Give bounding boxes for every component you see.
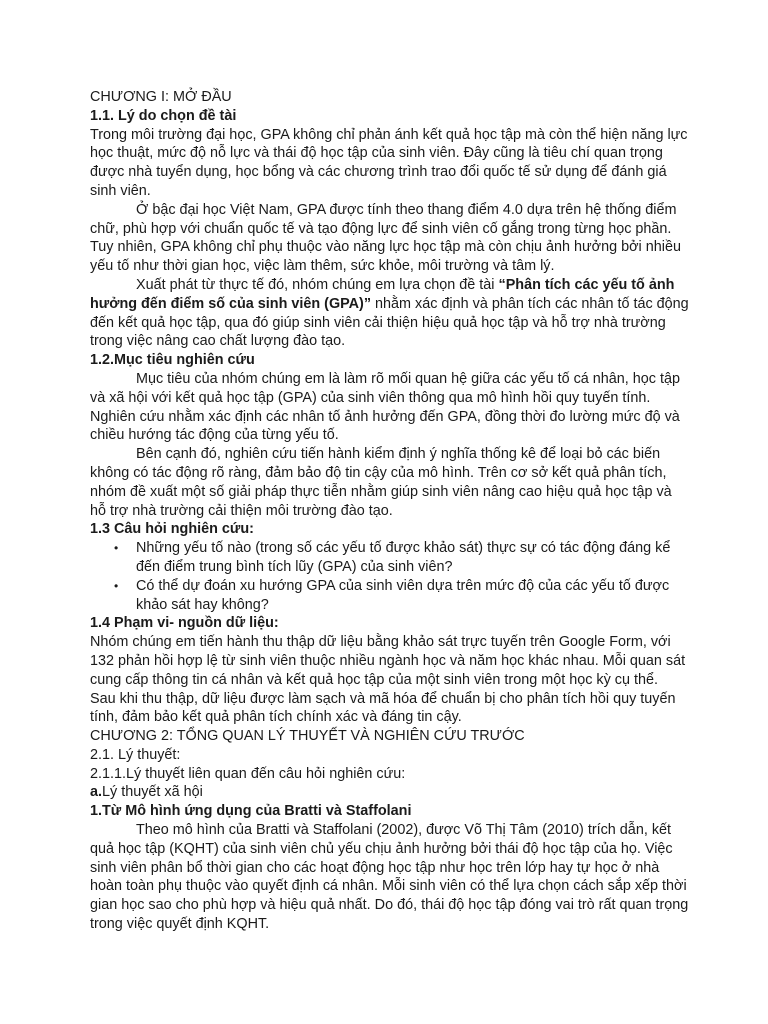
chapter-2-title: CHƯƠNG 2: TỔNG QUAN LÝ THUYẾT VÀ NGHIÊN CỨU TRƯỚC [90, 728, 525, 745]
list-item-text: Những yếu tố nào (trong số các yếu tố được khảo sát) thực sự có tác động đáng kể đến điểm trung bình tích lũy (GPA) của sinh viên? [136, 540, 671, 575]
section-1-4-paragraph-2: Sau khi thu thập, dữ liệu được làm sạch và mã hóa để chuẩn bị cho phân tích hồi quy tuyến tính, đảm bảo kết quả phân tích chính xác và đáng tin cậy. [90, 690, 676, 726]
section-1-1-heading: 1.1. Lý do chọn đề tài [90, 107, 237, 124]
subsection-a-heading [90, 783, 690, 802]
list-item-text: Có thể dự đoán xu hướng GPA của sinh viên dựa trên mức độ của các yếu tố được khảo sát hay không? [136, 577, 670, 613]
list-item [90, 577, 690, 615]
document-page [90, 88, 690, 934]
section-1-2-paragraph-2: Bên cạnh đó, nghiên cứu tiến hành kiểm định ý nghĩa thống kê để loại bỏ các biến không có tác động rõ ràng, đảm bảo độ tin cậy của mô hình. Trên cơ sở kết quả phân tích, nhóm đề xuất một số giải pháp thực tiễn nhằm giúp sinh viên nâng cao hiệu quả học tập và hỗ trợ nhà trường cải thiện môi trường đào tạo. [90, 446, 672, 519]
section-2-1-heading: 2.1. Lý thuyết: [90, 746, 181, 763]
model-heading: 1.Từ Mô hình ứng dụng của Bratti và Staffolani [90, 803, 412, 820]
research-questions-list [90, 539, 690, 614]
section-1-3-heading: 1.3 Câu hỏi nghiên cứu: [90, 521, 254, 538]
topic-title-bold: “Phân tích các yếu tố ảnh hưởng đến điểm số của sinh viên (GPA)” [90, 276, 675, 312]
model-paragraph: Theo mô hình của Bratti và Staffolani (2002), được Võ Thị Tâm (2010) trích dẫn, kết quả học tập (KQHT) của sinh viên chủ yếu chịu ảnh hưởng bởi thái độ học tập của họ. Việc sinh viên phân bổ thời gian cho các hoạt động học tập như học trên lớp hay tự học ở nhà hoàn toàn phụ thuộc vào quyết định cá nhân. Mỗi sinh viên có thể lựa chọn cách sắp xếp thời gian học sao cho phù hợp và hiệu quả nhất. Do đó, thái độ học tập đóng vai trò rất quan trọng trong việc quyết định KQHT. [90, 822, 689, 933]
section-1-4-paragraph-1: Nhóm chúng em tiến hành thu thập dữ liệu bằng khảo sát trực tuyến trên Google Form, với 132 phản hồi hợp lệ từ sinh viên thuộc nhiều ngành học và năm học khác nhau. Mỗi quan sát cung cấp thông tin cá nhân và kết quả học tập của một sinh viên trong một học kỳ cụ thể. [90, 634, 686, 688]
chapter-1-title: CHƯƠNG I: MỞ ĐẦU [90, 89, 232, 105]
subsection-a-text: Lý thuyết xã hội [102, 784, 203, 801]
section-1-4-heading: 1.4 Phạm vi- nguồn dữ liệu: [90, 615, 279, 632]
subsection-a-label: a. [90, 784, 103, 801]
section-2-1-1-heading: 2.1.1.Lý thuyết liên quan đến câu hỏi nghiên cứu: [90, 765, 406, 782]
section-1-2-heading: 1.2.Mục tiêu nghiên cứu [90, 352, 255, 369]
section-1-1-paragraph-3 [90, 276, 690, 351]
section-1-1-paragraph-2: Ở bậc đại học Việt Nam, GPA được tính theo thang điểm 4.0 dựa trên hệ thống điểm chữ, phù hợp với chuẩn quốc tế và tạo động lực để sinh viên cố gắng trong từng học phần. Tuy nhiên, GPA không chỉ phụ thuộc vào năng lực học tập mà còn chịu ảnh hưởng bởi nhiều yếu tố như thời gian học, việc làm thêm, sức khỏe, môi trường và tâm lý. [90, 201, 681, 275]
paragraph-3-text-end: nhằm xác định và phân tích các nhân tố tác động đến kết quả học tập, qua đó giúp sinh viên cải thiện hiệu quả học tập và hỗ trợ nhà trường trong việc nâng cao chất lượng đào tạo. [90, 295, 689, 350]
bullet-icon: • [114, 578, 119, 593]
list-item [90, 539, 690, 577]
section-1-1-paragraph-1: Trong môi trường đại học, GPA không chỉ phản ánh kết quả học tập mà còn thể hiện năng lực học thuật, mức độ nỗ lực và thái độ học tập của sinh viên. Đây cũng là tiêu chí quan trọng được nhà tuyển dụng, học bổng và các chương trình trao đổi quốc tế sử dụng để đánh giá sinh viên. [90, 126, 688, 199]
section-1-2-paragraph-1: Mục tiêu của nhóm chúng em là làm rõ mối quan hệ giữa các yếu tố cá nhân, học tập và xã hội với kết quả học tập (GPA) của sinh viên thông qua mô hình hồi quy tuyến tính. Nghiên cứu nhằm xác định các nhân tố ảnh hưởng đến GPA, đồng thời đo lường mức độ và chiều hướng tác động của từng yếu tố. [90, 370, 680, 444]
bullet-icon: • [114, 541, 119, 556]
paragraph-3-text-start: Xuất phát từ thực tế đó, nhóm chúng em lựa chọn đề tài [136, 276, 499, 293]
